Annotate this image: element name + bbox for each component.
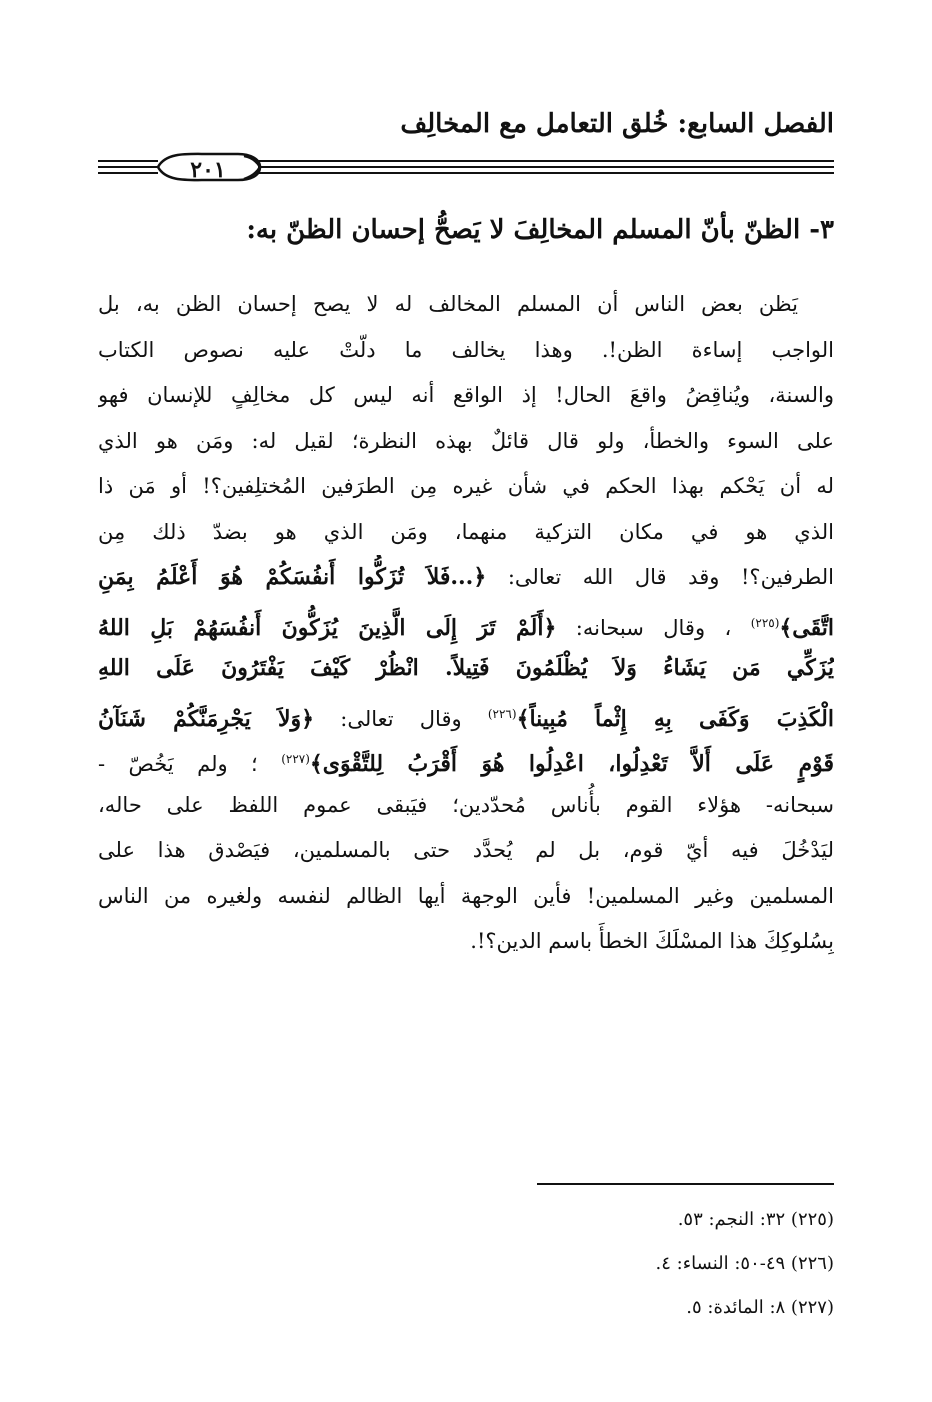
line-text: بِسُلوكِكَ هذا المسْلَكَ الخطأَ باسم الدين؟!. — [470, 929, 834, 953]
text-line — [98, 373, 834, 419]
text-line — [98, 328, 834, 374]
quran-verse: الْكَذِبَ وَكَفَى بِهِ إِثْماً مُبِيناً﴾ — [516, 705, 834, 732]
line-text: الواجب إساءة الظن!. وهذا يخالف ما دلّتْ عليه نصوص الكتاب — [98, 337, 834, 362]
quran-verse: قَوْمٍ عَلَى أَلاَّ تَعْدِلُوا، اعْدِلُوا هُوَ أَقْرَبُ لِلتَّقْوَى﴾ — [309, 751, 834, 777]
text-line — [98, 874, 834, 920]
line-text: له أن يَحْكم بهذا الحكم في شأن غيره مِن الطرَفين المُختلِفين؟! أو مَن ذا — [98, 474, 834, 498]
text-line — [98, 464, 834, 510]
text-line — [98, 783, 834, 829]
footnotes — [98, 1198, 834, 1330]
section-heading: ٣- الظنّ بأنّ المسلم المخالِفَ لا يَصحُّ إحسان الظنّ به: — [246, 215, 834, 245]
line-text: سبحانه- هؤلاء القوم بأُناس مُحدّدين؛ فيَبقى عموم اللفظ على حاله، — [98, 792, 834, 817]
quran-verse: اتَّقَى﴾ — [779, 614, 834, 641]
text-line — [98, 510, 834, 556]
line-text: يَظن بعض الناس أن المسلم المخالف له لا يصح إحسان الظن به، بل — [98, 292, 798, 316]
text-line — [98, 555, 834, 601]
text-line — [98, 692, 834, 738]
body-text — [98, 282, 834, 965]
footnote-item: (٢٢٥) ٣٢: النجم: ٥٣. — [677, 1209, 834, 1230]
line-text: الذي هو في مكان التزكية منهما، ومَن الذي هو بضدّ ذلك مِن — [98, 519, 834, 544]
footnote-ref[interactable]: (٢٢٧) — [281, 752, 310, 766]
text-line — [98, 282, 834, 328]
quran-verse: ﴿وَلاَ يَجْرِمَنَّكُمْ شَنَآنُ — [98, 705, 315, 732]
footnote-ref[interactable]: (٢٢٥) — [750, 615, 780, 630]
page-number: ٢٠١ — [190, 157, 226, 183]
text-line — [98, 828, 834, 874]
text-line — [98, 737, 834, 783]
text-line — [98, 646, 834, 692]
footnote-ref[interactable]: (٢٢٦) — [487, 706, 517, 721]
quran-verse: يُزَكِّي مَن يَشَاءُ وَلاَ يُظْلَمُونَ فَتِيلاً. انْظُرْ كَيْفَ يَفْتَرُونَ عَلَى اللهِ — [98, 655, 834, 681]
line-text: الطرفين؟! وقد قال الله تعالى: — [507, 565, 834, 589]
footnote-divider — [537, 1183, 834, 1185]
line-text: ليَدْخُلَ فيه أيّ قوم، بل لم يُحدَّد حتى بالمسلمين، فيَصْدق هذا على — [98, 838, 834, 862]
line-text: وقال تعالى: — [340, 706, 462, 731]
quran-verse: ﴿...فَلاَ تُزَكُّوا أَنفُسَكُمْ هُوَ أَعْلَمُ بِمَنِ — [98, 564, 487, 590]
line-text: ، وقال سبحانه: — [575, 615, 732, 640]
text-line — [98, 419, 834, 465]
line-text: على السوء والخطأ، ولو قال قائلٌ بهذه النظرة؛ لقيل له: ومَن هو الذي — [98, 428, 834, 453]
text-line — [98, 601, 834, 647]
line-text: والسنة، ويُناقِضُ واقعَ الحال! إذ الواقع أنه ليس كل مخالِفٍ للإنسان فهو — [98, 383, 834, 407]
line-text: المسلمين وغير المسلمين! فأين الوجهة أيها الظالم لنفسه ولغيره من الناس — [98, 883, 834, 908]
footnote-item: (٢٢٦) ٤٩-٥٠: النساء: ٤. — [655, 1253, 834, 1274]
footnote-item: (٢٢٧) ٨: المائدة: ٥. — [686, 1297, 834, 1318]
quran-verse: ﴿أَلَمْ تَرَ إِلَى الَّذِينَ يُزَكُّونَ أَنفُسَهُمْ بَلِ اللهُ — [98, 614, 557, 641]
running-header: الفصل السابع: خُلق التعامل مع المخالِف — [400, 109, 834, 139]
line-text: ؛ ولم يَخُصّ - — [98, 752, 258, 776]
text-line — [98, 919, 834, 965]
